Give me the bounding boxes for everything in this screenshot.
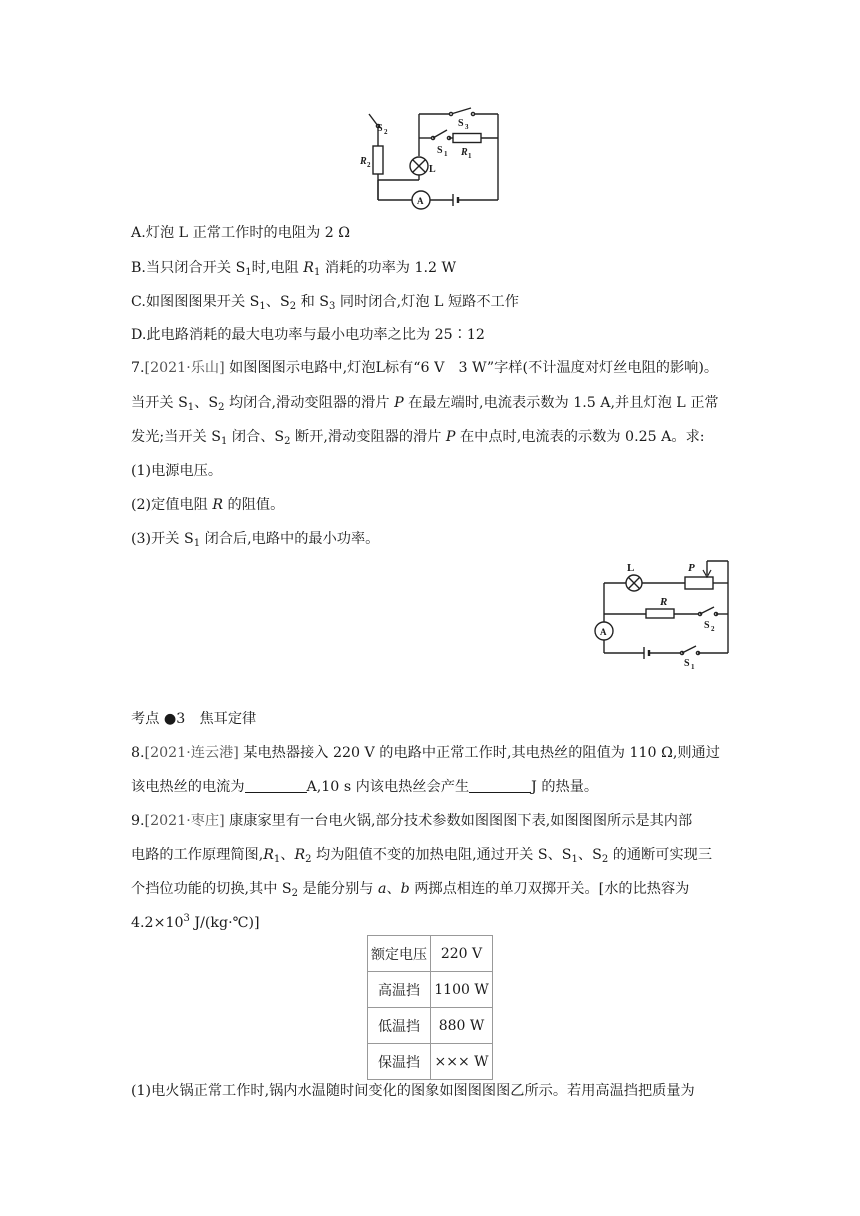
label-r1-sub: 1	[468, 152, 472, 160]
q8-line-2: 该电热丝的电流为 A,10 s 内该电热丝会产生 J 的热量。	[131, 779, 599, 795]
spec-table	[367, 935, 493, 1080]
q7-sub-3: (3)开关 $S_1$ 闭合后,电路中的最小功率。	[131, 531, 380, 549]
q9-line-2: 电路的工作原理简图$,R_1$、$R_2$ 均为阻值不变的加热电阻,通过开关 S、$S_1$、$S_2$ 的通断可实现三	[131, 847, 713, 865]
option-d: D.此电路消耗的最大电功率与最小电功率之比为 25∶12	[131, 327, 485, 343]
label-r2: R	[360, 156, 367, 167]
label-s2-sub: 2	[384, 128, 388, 136]
q7-line-3: 发光;当开关 $S_1$ 闭合、$S_2$ 断开,滑动变阻器的滑片 P 在中点时,电流表的示数为 0.25 A。求:	[131, 429, 705, 447]
option-c: C.如图图图果开关 $S_1$、$S_2$ 和 $S_3$ 同时闭合,灯泡 L 短路不工作	[131, 294, 519, 312]
option-a: A.灯泡 L 正常工作时的电阻为 2 Ω	[131, 225, 351, 241]
table-cell-key: 额定电压	[368, 936, 431, 972]
label-s3: S	[458, 118, 464, 129]
q9-sub-1: (1)电火锅正常工作时,锅内水温随时间变化的图象如图图图图乙所示。若用高温挡把质量为	[131, 1083, 695, 1099]
label-r: R	[660, 596, 668, 608]
table-cell-value: 220 V	[431, 936, 493, 972]
q8-line-1: 8.[2021·连云港] 某电热器接入 220 V 的电路中正常工作时,其电热丝的阻值为 110 Ω,则通过	[131, 745, 720, 761]
label-s2-sub: 2	[711, 625, 715, 633]
circuit-diagram-1	[355, 108, 515, 212]
table-row	[368, 972, 493, 1008]
label-s1-sub: 1	[691, 663, 695, 671]
table-cell-value: 880 W	[431, 1008, 493, 1044]
ammeter-label: A	[417, 196, 424, 206]
label-s1-sub: 1	[444, 150, 448, 158]
table-cell-key: 低温挡	[368, 1008, 431, 1044]
label-l: L	[627, 562, 635, 574]
label-r2-sub: 2	[367, 161, 371, 169]
label-s1: S	[437, 145, 443, 156]
option-b: B.当只闭合开关 $S_1$时,电阻 $R_1$ 消耗的功率为 1.2 W	[131, 260, 457, 278]
q7-sub-1: (1)电源电压。	[131, 463, 223, 479]
label-p: P	[688, 562, 695, 574]
label-s3-sub: 3	[465, 123, 469, 131]
answer-blank-heat[interactable]	[469, 778, 531, 793]
q9-line-3: 个挡位功能的切换,其中 $S_2$ 是能分别与 a、b 两掷点相连的单刀双掷开关。[水的比热容为	[131, 881, 690, 899]
q9-line-4: $4.2\times 10^3$ J/(kg·℃)]	[131, 913, 260, 931]
answer-blank-current[interactable]	[245, 778, 307, 793]
label-l: L	[429, 164, 436, 175]
table-cell-key: 高温挡	[368, 972, 431, 1008]
circuit-diagram-2	[590, 555, 745, 670]
table-row	[368, 936, 493, 972]
section-heading: 考点 ●3 焦耳定律	[131, 711, 257, 727]
table-cell-value: 1100 W	[431, 972, 493, 1008]
label-r1: R	[461, 147, 468, 158]
q7-line-2: 当开关 $S_1$、$S_2$ 均闭合,滑动变阻器的滑片 P 在最左端时,电流表示数为 1.5 A,并且灯泡 L 正常	[131, 395, 719, 413]
label-s2: S	[704, 620, 710, 631]
q9-line-1: 9.[2021·枣庄] 康康家里有一台电火锅,部分技术参数如图图图下表,如图图图所示是其内部	[131, 813, 693, 829]
table-row	[368, 1008, 493, 1044]
q7-line-1: 7.[2021·乐山] 如图图图示电路中,灯泡L标有“6 V 3 W”字样(不计温度对灯丝电阻的影响)。	[131, 360, 719, 376]
table-row	[368, 1044, 493, 1080]
q7-sub-2: (2)定值电阻 R 的阻值。	[131, 497, 285, 513]
table-cell-key: 保温挡	[368, 1044, 431, 1080]
label-s2: S	[377, 123, 383, 134]
label-s1: S	[684, 658, 690, 669]
ammeter-label: A	[600, 627, 607, 637]
table-cell-value: ××× W	[431, 1044, 493, 1080]
